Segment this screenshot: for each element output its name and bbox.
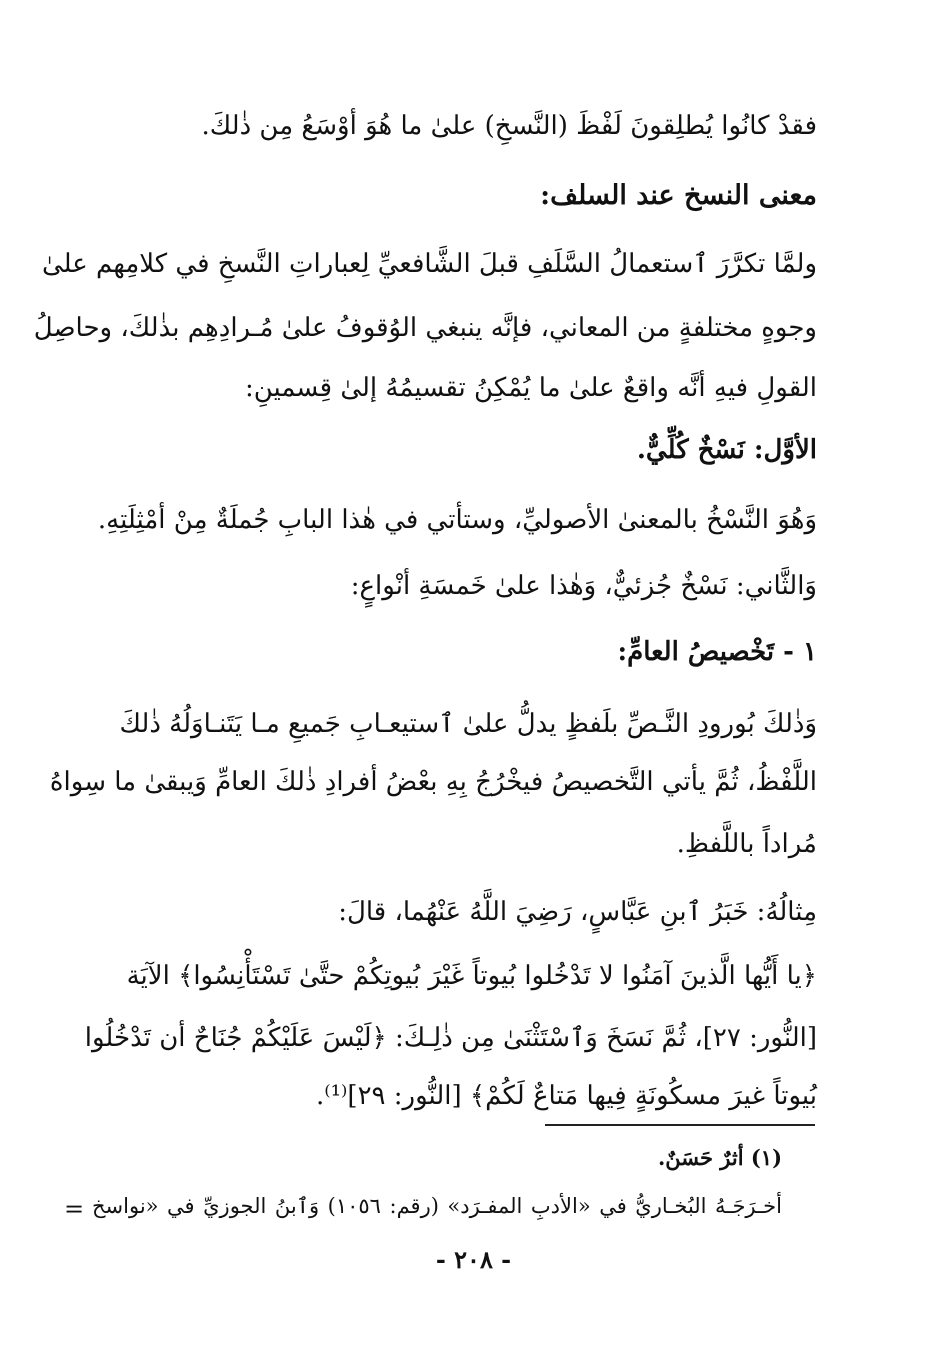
quote-line-3: بُيوتاً غيرَ مسكُونَةٍ فِيها مَتاعٌ لَكُمْ﴾ [النُّور: ٢٩]⁽¹⁾.	[315, 1081, 817, 1111]
intro-paragraph-line-2: وجوهٍ مختلفةٍ من المعاني، فإنَّه ينبغي الوُقوفُ علىٰ مُـرادِهِم بذٰلكَ، وحاصِلُ	[33, 313, 817, 343]
continuation-mark: =	[64, 1195, 85, 1223]
first-type-text: وَهُوَ النَّسْخُ بالمعنىٰ الأصوليِّ، وستأتي في هٰذا البابِ جُملَةٌ مِنْ أمْثِلَتِهِ.	[97, 505, 817, 535]
quote-line-2: [النُّور: ٢٧]، ثُمَّ نَسَخَ وَٱسْتَثْنَىٰ مِن ذٰلِـكَ: ﴿لَيْسَ عَلَيْكُمْ جُنَاحٌ أن تَدْخُلُوا	[84, 1023, 817, 1053]
item-paragraph-line-3: مُراداً باللَّفظِ.	[676, 829, 817, 859]
intro-paragraph-line-3: القولِ فيهِ أنَّه واقعٌ علىٰ ما يُمْكِنُ تقسيمُهُ إلىٰ قِسمينِ:	[245, 373, 817, 403]
footnote-1: (١) أثرٌ حَسَنٌ.	[657, 1145, 782, 1170]
item-paragraph-line-1: وَذٰلكَ بُورودِ النَّـصِّ بلَفظٍ يدلُّ علىٰ ٱستيعـابِ جَميعِ مـا يَتَنـاوَلُهُ ذٰلكَ	[119, 709, 817, 739]
section-heading: معنى النسخ عند السلف:	[540, 180, 817, 211]
page-number: - ٢٠٨ -	[435, 1245, 512, 1274]
quote-line-1: ﴿يا أَيُّها الَّذينَ آمَنُوا لا تَدْخُلوا بُيوتاً غَيْرَ بُيوتِكُمْ حتَّىٰ تَسْتَأْنِسُوا﴾ الآيَة	[126, 961, 817, 991]
item-paragraph-line-2: اللَّفْظُ، ثُمَّ يأتي التَّخصيصُ فيخْرُجُ بِهِ بعْضُ أفرادِ ذٰلكَ العامِّ وَيبقىٰ ما سِواهُ	[49, 767, 817, 797]
intro-paragraph-line-1: ولمَّا تكرَّرَ ٱستعمالُ السَّلَفِ قبلَ الشَّافعيِّ لِعباراتِ النَّسخِ في كلامِهم علىٰ	[41, 249, 817, 279]
example-intro: مِثالُهُ: خَبَرُ ٱبنِ عَبَّاسٍ، رَضِيَ اللَّهُ عَنْهُما، قالَ:	[338, 897, 817, 927]
footnote-2: أخـرَجَـهُ البُخـاريُّ في «الأدبِ المفـرَد» (رقم: ١٠٥٦) وَٱبنُ الجوزيِّ في «نواسخ	[92, 1194, 782, 1218]
footnote-separator	[545, 1124, 815, 1126]
intro-line: فقدْ كانُوا يُطلِقونَ لَفْظَ (النَّسخِ) علىٰ ما هُوَ أوْسَعُ مِن ذٰلكَ.	[201, 111, 817, 141]
second-type-line: وَالثَّاني: نَسْخٌ جُزئيٌّ، وَهٰذا علىٰ خَمسَةِ أنْواعٍ:	[350, 571, 817, 601]
first-type-heading: الأوَّل: نَسْخٌ كُلِّيٌّ.	[636, 435, 817, 465]
item-heading: ١ - تَخْصيصُ العامِّ:	[617, 637, 817, 667]
